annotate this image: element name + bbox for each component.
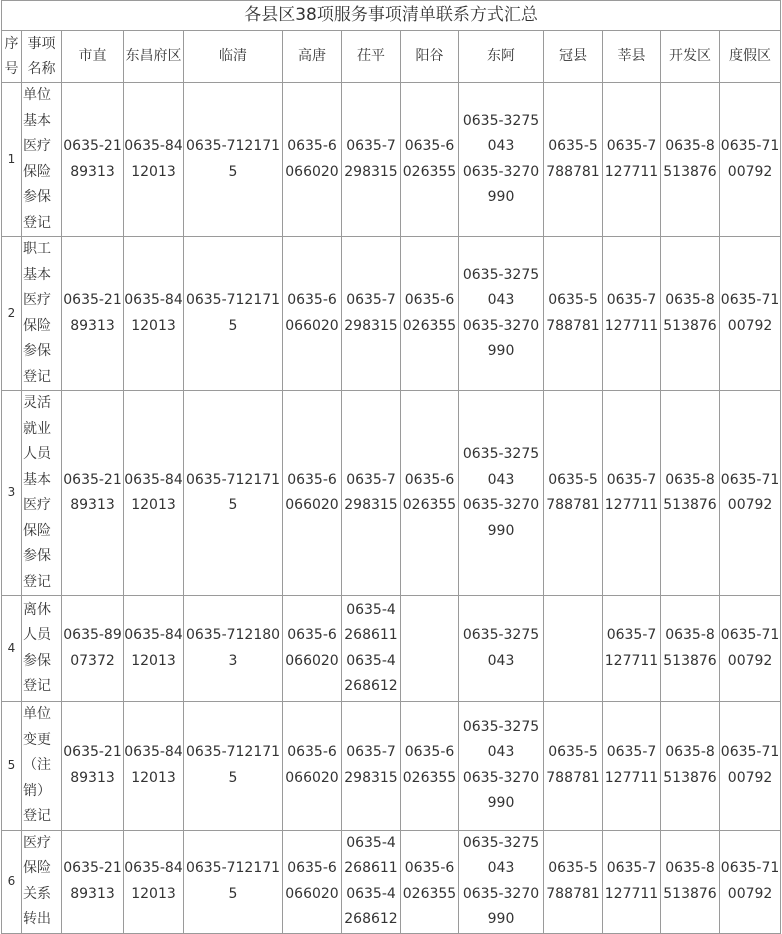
- row-index: 1: [2, 83, 22, 237]
- phone-number: 0635-8412013: [124, 860, 183, 902]
- header-row: [2, 31, 781, 83]
- column-header: 莘县: [603, 31, 661, 83]
- phone-cell: [283, 391, 342, 596]
- table-row: [2, 702, 781, 831]
- phone-number: 0635-8412013: [124, 627, 183, 669]
- phone-cell: [124, 596, 184, 702]
- phone-cell: [124, 83, 184, 237]
- phone-number: 0635-7127711: [604, 744, 659, 786]
- phone-cell: [62, 391, 124, 596]
- phone-cell: [62, 830, 124, 933]
- phone-cell: [401, 830, 459, 933]
- table-row: [2, 391, 781, 596]
- column-header: 阳谷: [401, 31, 459, 83]
- phone-cell: [342, 596, 401, 702]
- phone-cell: [459, 237, 544, 391]
- column-header: 序号: [2, 31, 22, 83]
- phone-number: 0635-5788781: [546, 471, 600, 513]
- phone-number: 0635-6026355: [402, 744, 457, 786]
- phone-cell: [720, 596, 781, 702]
- phone-number: 0635-6026355: [402, 138, 457, 180]
- phone-cell: [544, 83, 603, 237]
- phone-cell: [720, 83, 781, 237]
- phone-cell: [603, 237, 661, 391]
- phone-cell: [459, 830, 544, 933]
- phone-cell: [661, 391, 720, 596]
- phone-number: 0635-7100792: [720, 744, 780, 786]
- column-header: 市直: [62, 31, 124, 83]
- column-header: 东昌府区: [124, 31, 184, 83]
- phone-cell: [661, 830, 720, 933]
- phone-number: 0635-7100792: [720, 138, 780, 180]
- phone-number: 0635-4268611: [344, 601, 398, 643]
- phone-cell: [62, 596, 124, 702]
- phone-cell: [124, 830, 184, 933]
- phone-number: 0635-5788781: [546, 744, 600, 786]
- phone-cell: [184, 391, 283, 596]
- phone-cell: [720, 830, 781, 933]
- phone-number: 0635-3270990: [462, 885, 540, 927]
- service-item-name: 单位变更（注销）登记: [22, 702, 62, 831]
- phone-cell: [459, 391, 544, 596]
- service-item-name: 医疗保险关系转出: [22, 830, 62, 933]
- phone-number: 0635-7127711: [604, 627, 659, 669]
- service-item-name: 灵活就业人员基本医疗保险参保登记: [22, 391, 62, 596]
- table-body: [2, 83, 781, 934]
- phone-cell: [342, 702, 401, 831]
- table-row: [2, 596, 781, 702]
- phone-number: 0635-4268612: [344, 652, 398, 694]
- phone-cell: [283, 83, 342, 237]
- phone-number: 0635-7121715: [185, 138, 281, 180]
- phone-number: 0635-7121715: [185, 292, 281, 334]
- phone-number: 0635-7127711: [604, 471, 659, 513]
- phone-number: 0635-2189313: [63, 138, 122, 180]
- column-header: 开发区: [661, 31, 720, 83]
- phone-cell: [544, 391, 603, 596]
- phone-number: 0635-7121715: [185, 471, 281, 513]
- phone-cell: [283, 237, 342, 391]
- phone-number: 0635-8513876: [663, 744, 717, 786]
- phone-cell: [401, 83, 459, 237]
- phone-number: 0635-6066020: [285, 471, 339, 513]
- phone-cell: [342, 237, 401, 391]
- table-title: 各县区38项服务事项清单联系方式汇总: [2, 1, 781, 31]
- phone-number: 0635-7100792: [720, 292, 780, 334]
- phone-cell: [720, 391, 781, 596]
- phone-cell: [401, 391, 459, 596]
- phone-number: 0635-3275043: [462, 446, 540, 488]
- table-row: [2, 83, 781, 237]
- phone-cell: [62, 237, 124, 391]
- phone-number: 0635-7121715: [185, 860, 281, 902]
- phone-number: 0635-4268612: [344, 885, 398, 927]
- phone-number: 0635-2189313: [63, 471, 122, 513]
- column-header: 度假区: [720, 31, 781, 83]
- phone-cell: [342, 83, 401, 237]
- service-item-name: 单位基本医疗保险参保登记: [22, 83, 62, 237]
- service-item-name: 职工基本医疗保险参保登记: [22, 237, 62, 391]
- phone-number: 0635-7121715: [185, 744, 281, 786]
- phone-cell: [401, 237, 459, 391]
- column-header: 冠县: [544, 31, 603, 83]
- phone-number: 0635-6026355: [402, 471, 457, 513]
- phone-cell: [544, 830, 603, 933]
- phone-number: 0635-6066020: [285, 627, 339, 669]
- phone-cell: [401, 596, 459, 702]
- phone-cell: [283, 596, 342, 702]
- phone-cell: [342, 391, 401, 596]
- table-row: [2, 237, 781, 391]
- phone-number: 0635-8907372: [63, 627, 122, 669]
- phone-number: 0635-6026355: [402, 292, 457, 334]
- table-row: [2, 830, 781, 933]
- phone-number: 0635-7121803: [185, 627, 281, 669]
- phone-number: 0635-8513876: [663, 292, 717, 334]
- phone-cell: [661, 596, 720, 702]
- phone-cell: [544, 237, 603, 391]
- phone-cell: [184, 702, 283, 831]
- row-index: 4: [2, 596, 22, 702]
- phone-number: 0635-8412013: [124, 138, 183, 180]
- phone-number: 0635-7298315: [344, 138, 398, 180]
- phone-number: 0635-7127711: [604, 292, 659, 334]
- row-index: 6: [2, 830, 22, 933]
- contact-table: [1, 0, 781, 934]
- phone-number: 0635-2189313: [63, 292, 122, 334]
- phone-number: 0635-2189313: [63, 860, 122, 902]
- phone-cell: [62, 702, 124, 831]
- phone-number: 0635-8412013: [124, 292, 183, 334]
- phone-cell: [459, 702, 544, 831]
- phone-number: 0635-7100792: [720, 471, 780, 513]
- phone-cell: [603, 83, 661, 237]
- phone-number: 0635-5788781: [546, 292, 600, 334]
- phone-number: 0635-5788781: [546, 860, 600, 902]
- phone-number: 0635-4268611: [344, 834, 398, 876]
- phone-cell: [544, 596, 603, 702]
- phone-number: 0635-7100792: [720, 627, 780, 669]
- phone-cell: [184, 237, 283, 391]
- phone-number: 0635-7298315: [344, 471, 398, 513]
- phone-number: 0635-6066020: [285, 292, 339, 334]
- phone-number: 0635-8513876: [663, 138, 717, 180]
- phone-cell: [342, 830, 401, 933]
- phone-cell: [62, 83, 124, 237]
- phone-number: 0635-3275043: [462, 266, 540, 308]
- phone-cell: [459, 596, 544, 702]
- phone-number: 0635-8513876: [663, 860, 717, 902]
- phone-number: 0635-8412013: [124, 471, 183, 513]
- phone-cell: [603, 702, 661, 831]
- phone-number: 0635-7298315: [344, 744, 398, 786]
- column-header: 临清: [184, 31, 283, 83]
- phone-number: 0635-3275043: [462, 718, 540, 761]
- phone-number: 0635-3275043: [462, 112, 540, 154]
- phone-cell: [124, 702, 184, 831]
- phone-cell: [283, 702, 342, 831]
- phone-cell: [124, 391, 184, 596]
- phone-cell: [720, 237, 781, 391]
- phone-cell: [603, 830, 661, 933]
- phone-number: 0635-6066020: [285, 744, 339, 786]
- phone-number: 0635-7127711: [604, 138, 659, 180]
- column-header: 东阿: [459, 31, 544, 83]
- phone-cell: [544, 702, 603, 831]
- phone-cell: [184, 83, 283, 237]
- phone-number: 0635-7100792: [720, 860, 780, 902]
- phone-number: 0635-3270990: [462, 769, 540, 812]
- service-item-name: 离休人员参保登记: [22, 596, 62, 702]
- phone-cell: [661, 237, 720, 391]
- phone-cell: [459, 83, 544, 237]
- phone-cell: [124, 237, 184, 391]
- phone-number: 0635-6026355: [402, 860, 457, 902]
- phone-number: 0635-3275043: [462, 834, 540, 876]
- phone-number: 0635-6066020: [285, 138, 339, 180]
- phone-number: 0635-3270990: [462, 317, 540, 359]
- phone-cell: [603, 596, 661, 702]
- phone-number: 0635-8412013: [124, 744, 183, 786]
- phone-number: 0635-8513876: [663, 627, 717, 669]
- row-index: 3: [2, 391, 22, 596]
- column-header: 高唐: [283, 31, 342, 83]
- phone-cell: [184, 596, 283, 702]
- phone-cell: [720, 702, 781, 831]
- phone-number: 0635-2189313: [63, 744, 122, 786]
- phone-cell: [661, 83, 720, 237]
- row-index: 2: [2, 237, 22, 391]
- phone-number: 0635-5788781: [546, 138, 600, 180]
- phone-cell: [603, 391, 661, 596]
- phone-number: 0635-6066020: [285, 860, 339, 902]
- phone-cell: [184, 830, 283, 933]
- phone-cell: [661, 702, 720, 831]
- phone-number: 0635-3270990: [462, 497, 540, 539]
- column-header: 茌平: [342, 31, 401, 83]
- phone-cell: [283, 830, 342, 933]
- phone-cell: [401, 702, 459, 831]
- phone-number: 0635-3275043: [462, 627, 540, 669]
- column-header: 事项名称: [22, 31, 62, 83]
- phone-number: 0635-7127711: [604, 860, 659, 902]
- row-index: 5: [2, 702, 22, 831]
- phone-number: 0635-8513876: [663, 471, 717, 513]
- phone-number: 0635-3270990: [462, 163, 540, 205]
- phone-number: 0635-7298315: [344, 292, 398, 334]
